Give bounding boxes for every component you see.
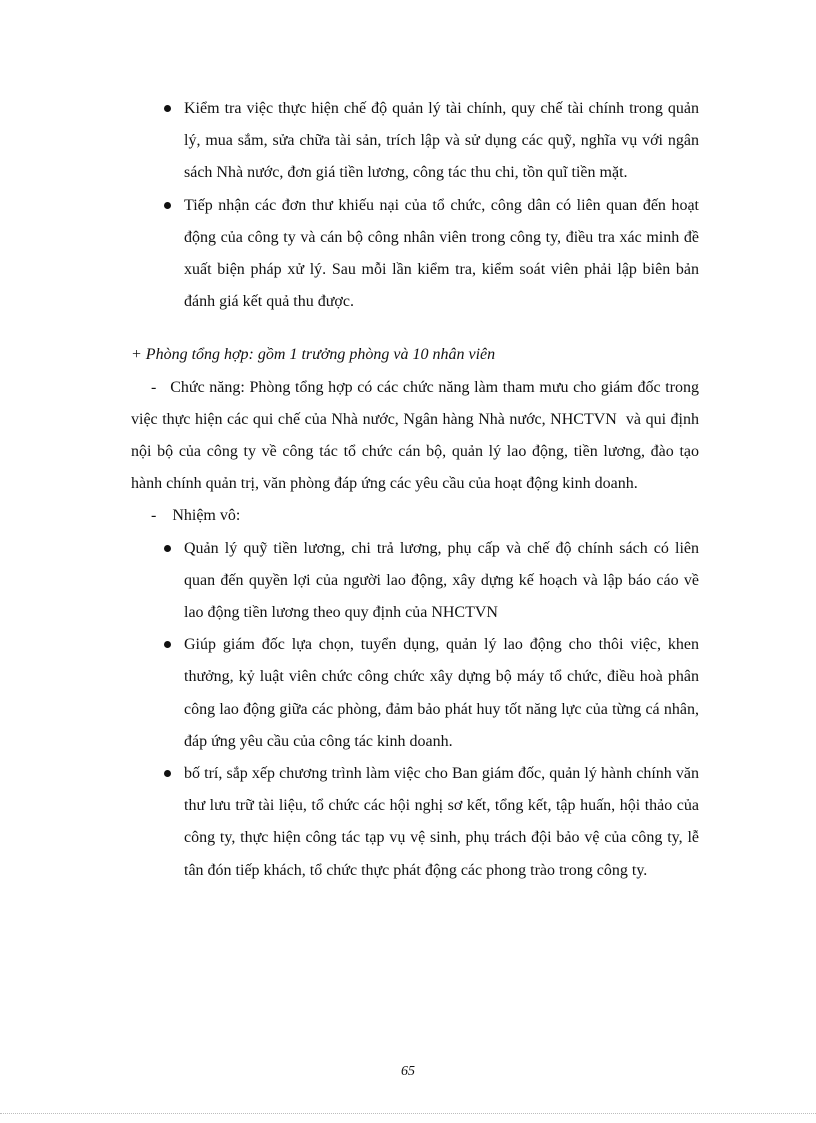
bullet-text: Quản lý quỹ tiền lương, chi trả lương, phụ cấp và chế độ chính sách có liên quan đến quyền lợi của người lao động, xây dựng kế hoạch và lập báo cáo về lao động tiền lương theo quy định của NHCTVN bbox=[184, 539, 699, 622]
duties-label: - Nhiệm vô: bbox=[151, 507, 241, 525]
page-bottom-divider bbox=[0, 1113, 816, 1114]
bullet-dot-icon bbox=[164, 545, 171, 552]
function-paragraph: - Chức năng: Phòng tổng hợp có các chức năng làm tham mưu cho giám đốc trong việc thực hiện các qui chế của Nhà nước, Ngân hàng Nhà nước, NHCTVN và qui định nội bộ của công ty về công tác tổ chức cán bộ, quản lý lao động, tiền lương, đào tạo hành chính quản trị, văn phòng đáp ứng các yêu cầu của hoạt động kinh doanh. bbox=[131, 378, 703, 493]
page-number: 65 bbox=[401, 1064, 415, 1079]
section-heading: + Phòng tổng hợp: gồm 1 trưởng phòng và 10 nhân viên bbox=[131, 346, 496, 364]
bullet-text: Kiểm tra việc thực hiện chế độ quản lý tài chính, quy chế tài chính trong quản lý, mua sắm, sửa chữa tài sản, trích lập và sử dụng các quỹ, nghĩa vụ với ngân sách Nhà nước, đơn giá tiền lương, công tác thu chi, tồn quĩ tiền mặt. bbox=[184, 100, 699, 182]
bullet-dot-icon bbox=[164, 770, 171, 777]
bullet-item bbox=[131, 533, 699, 630]
bullet-dot-icon bbox=[164, 105, 171, 112]
bullet-item bbox=[131, 93, 699, 190]
bullet-dot-icon bbox=[164, 202, 171, 209]
bullet-item bbox=[131, 758, 699, 887]
bullet-text: Tiếp nhận các đơn thư khiếu nại của tổ chức, công dân có liên quan đến hoạt động của công ty và cán bộ công nhân viên trong công ty, điều tra xác minh đề xuất biện pháp xử lý. Sau mỗi lần kiểm tra, kiểm soát viên phải lập biên bản đánh giá kết quả thu được. bbox=[184, 196, 699, 311]
page-body bbox=[131, 93, 703, 887]
bullet-item bbox=[131, 190, 699, 319]
bullet-dot-icon bbox=[164, 641, 171, 648]
bullet-text: Giúp giám đốc lựa chọn, tuyển dụng, quản lý lao động cho thôi việc, khen thưởng, kỷ luật viên chức công chức xây dựng bộ máy tổ chức, điều hoà phân công lao động giữa các phòng, đảm bảo phát huy tốt năng lực của từng cá nhân, đáp ứng yêu cầu của công tác kinh doanh. bbox=[184, 636, 699, 750]
bullet-text: bố trí, sắp xếp chương trình làm việc cho Ban giám đốc, quản lý hành chính văn thư lưu trữ tài liệu, tổ chức các hội nghị sơ kết, tổng kết, tập huấn, hội thảo của công ty, thực hiện công tác tạp vụ vệ sinh, phụ trách đội bảo vệ của công ty, lễ tân đón tiếp khách, tổ chức thực phát động các phong trào trong công ty. bbox=[184, 765, 699, 879]
bullet-item bbox=[131, 629, 699, 758]
